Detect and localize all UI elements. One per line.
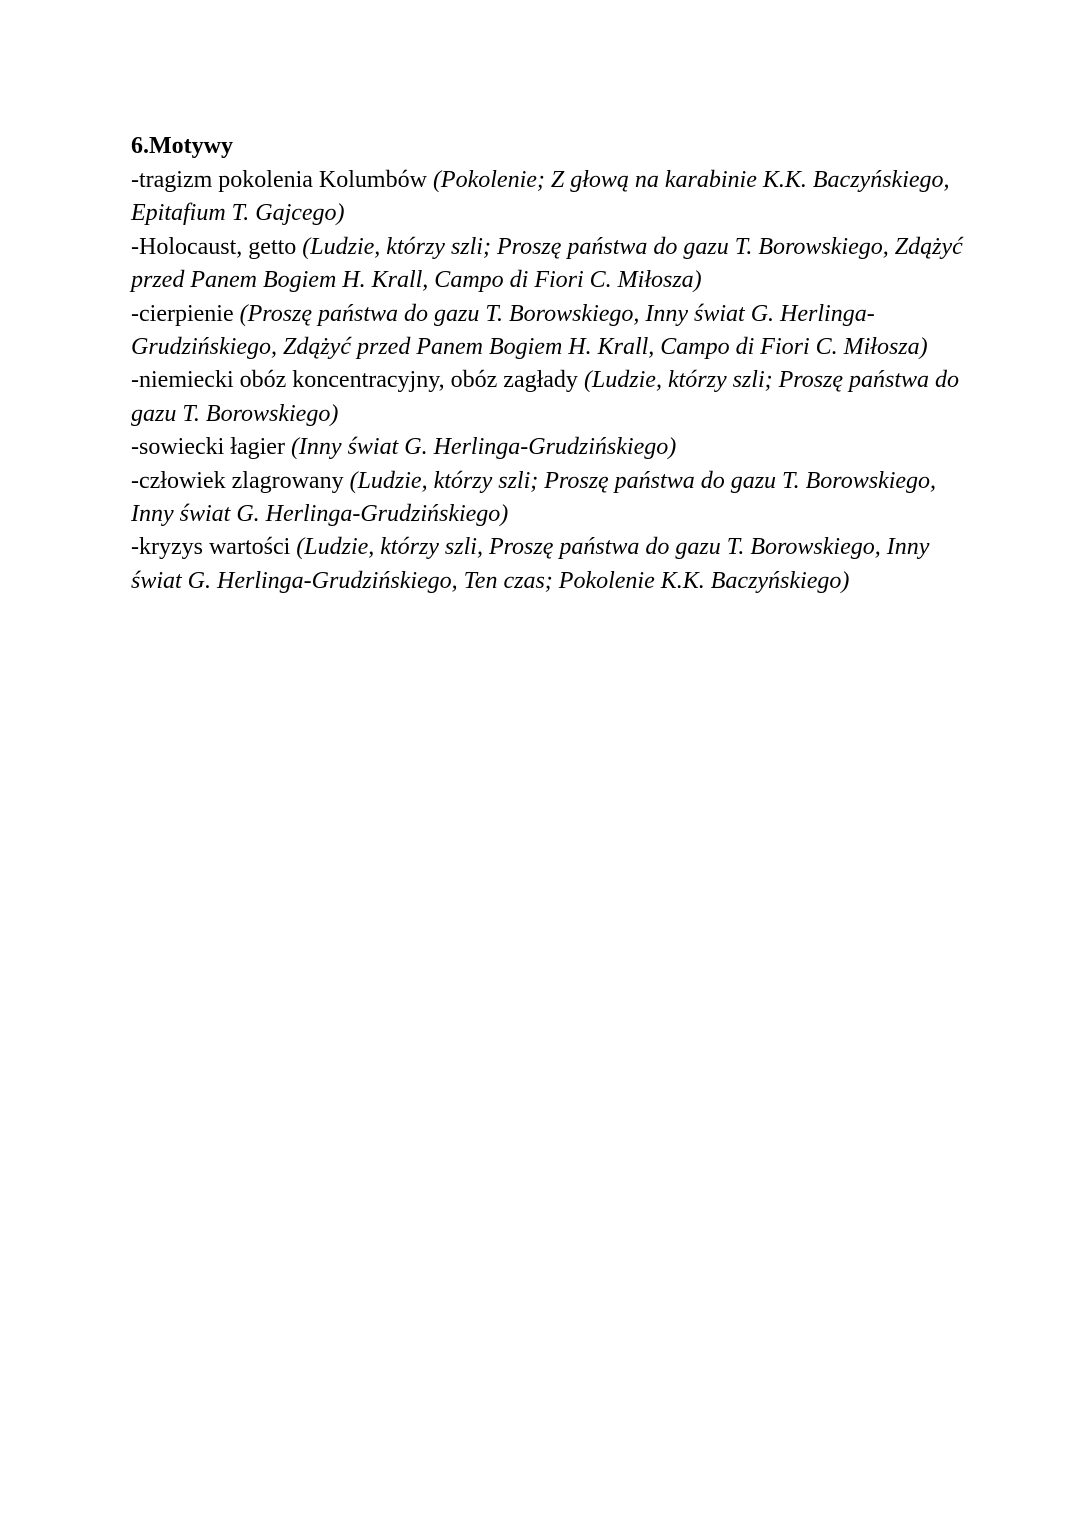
motif-references: (Ludzie, którzy szli; Proszę państwa do gazu T. Borowskiego, Inny świat G. Herlinga-Grudzińskiego) (131, 467, 937, 528)
motif-item-cierpienie (131, 298, 971, 365)
motif-label: -tragizm pokolenia Kolumbów (131, 167, 427, 193)
motif-item-holocaust (131, 231, 971, 298)
motif-item-tragizm (131, 164, 971, 231)
motif-references: (Pokolenie; Z głową na karabinie K.K. Baczyńskiego, Epitafium T. Gajcego) (131, 167, 950, 227)
motif-references: (Proszę państwa do gazu T. Borowskiego, Inny świat G. Herlinga-Grudzińskiego, Zdążyć przed Panem Bogiem H. Krall, Campo di Fiori C. Miłosza) (131, 300, 928, 361)
motif-label: -kryzys wartości (131, 534, 291, 561)
motif-references: (Ludzie, którzy szli; Proszę państwa do gazu T. Borowskiego, Zdążyć przed Panem Bogiem H. Krall, Campo di Fiori C. Miłosza) (131, 233, 963, 294)
motif-item-lagier (131, 431, 971, 464)
section-heading: 6.Motywy (131, 133, 233, 159)
motif-references: (Ludzie, którzy szli, Proszę państwa do gazu T. Borowskiego, Inny świat G. Herlinga-Grudzińskiego, Ten czas; Pokolenie K.K. Baczyńskiego) (131, 534, 930, 594)
motif-item-kryzys (131, 531, 971, 598)
motif-label: -Holocaust, getto (131, 233, 297, 260)
motif-label: -niemiecki obóz koncentracyjny, obóz zagłady (131, 367, 578, 394)
motif-item-zlagrowany (131, 465, 971, 532)
motif-references: (Inny świat G. Herlinga-Grudzińskiego) (290, 434, 677, 461)
motif-label: -człowiek zlagrowany (131, 467, 344, 494)
document-content (131, 128, 971, 598)
motif-label: -cierpienie (131, 300, 234, 327)
motif-references: (Ludzie, którzy szli; Proszę państwa do gazu T. Borowskiego) (131, 367, 960, 427)
motif-label: -sowiecki łagier (131, 434, 285, 461)
motif-item-oboz (131, 364, 971, 431)
